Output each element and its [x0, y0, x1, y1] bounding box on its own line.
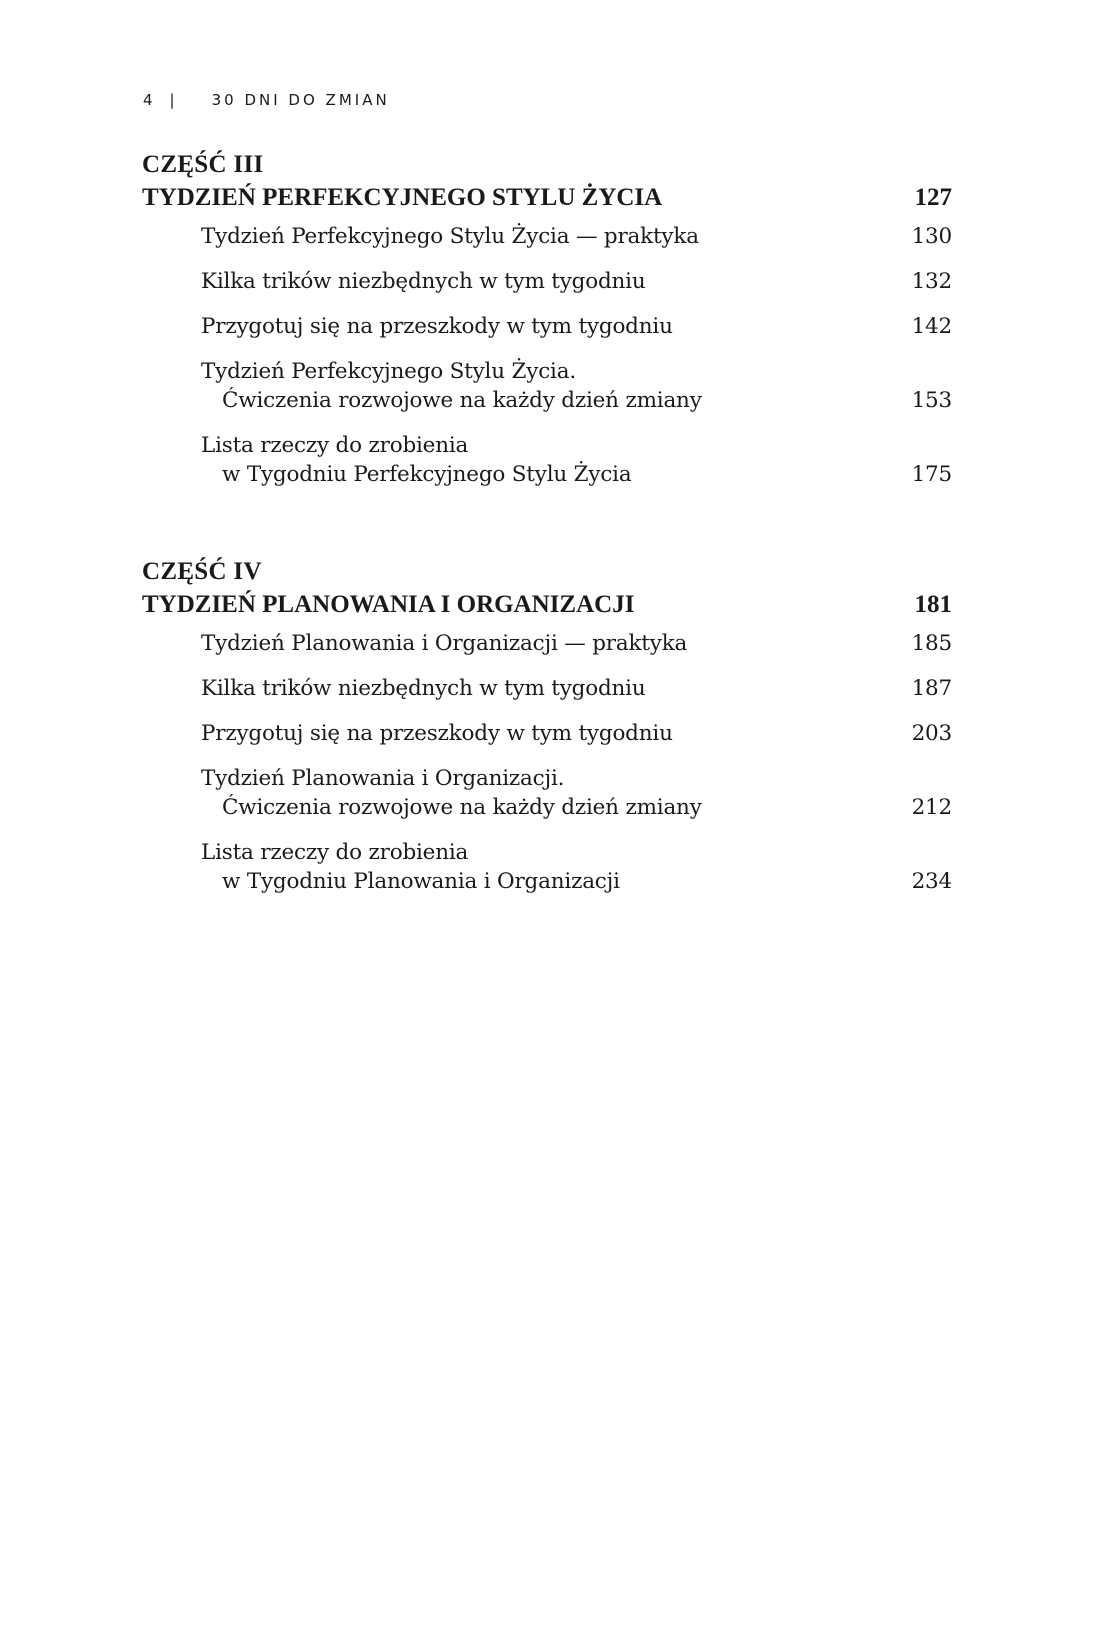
entry-title: Lista rzeczy do zrobienia — [201, 433, 469, 458]
toc-entry — [142, 719, 952, 748]
toc-part-4 — [142, 557, 952, 912]
entry-page-number: 132 — [911, 269, 952, 294]
running-head-separator: | — [169, 91, 178, 109]
part-title-row — [142, 180, 952, 218]
running-head — [143, 91, 390, 109]
toc-entry — [142, 312, 952, 341]
part-title: TYDZIEŃ PERFEKCYJNEGO STYLU ŻYCIA — [142, 184, 663, 211]
entry-title-continuation: w Tygodniu Planowania i Organizacji — [222, 869, 620, 894]
book-title: 30 DNI DO ZMIAN — [211, 91, 390, 109]
entry-title: Przygotuj się na przeszkody w tym tygodniu — [201, 721, 673, 746]
entry-title-continuation: Ćwiczenia rozwojowe na każdy dzień zmiany — [222, 388, 702, 413]
entry-page-number: 212 — [911, 795, 952, 820]
toc-entry — [142, 629, 952, 658]
entry-page-number: 185 — [911, 631, 952, 656]
entry-page-number: 187 — [911, 676, 952, 701]
toc-entry — [142, 431, 952, 489]
entry-title: Tydzień Perfekcyjnego Stylu Życia. — [201, 359, 576, 384]
toc-entry — [142, 674, 952, 703]
entry-title: Przygotuj się na przeszkody w tym tygodniu — [201, 314, 673, 339]
part-label: CZĘŚĆ III — [142, 151, 264, 178]
toc-entry — [142, 838, 952, 896]
toc-entries — [142, 222, 952, 489]
part-title-row — [142, 587, 952, 625]
part-label: CZĘŚĆ IV — [142, 558, 262, 585]
entry-page-number: 153 — [911, 388, 952, 413]
toc-part-3 — [142, 150, 952, 505]
entry-title-continuation: w Tygodniu Perfekcyjnego Stylu Życia — [222, 462, 632, 487]
entry-title: Lista rzeczy do zrobienia — [201, 840, 469, 865]
toc-entry — [142, 222, 952, 251]
entry-page-number: 234 — [911, 869, 952, 894]
toc-entries — [142, 629, 952, 896]
entry-page-number: 130 — [911, 224, 952, 249]
entry-page-number: 203 — [911, 721, 952, 746]
toc-entry — [142, 764, 952, 822]
entry-page-number: 175 — [911, 462, 952, 487]
part-page-number: 181 — [914, 591, 952, 618]
toc-entry — [142, 357, 952, 415]
entry-title: Tydzień Planowania i Organizacji. — [201, 766, 565, 791]
part-title: TYDZIEŃ PLANOWANIA I ORGANIZACJI — [142, 591, 635, 618]
entry-title-continuation: Ćwiczenia rozwojowe na każdy dzień zmiany — [222, 795, 702, 820]
entry-page-number: 142 — [911, 314, 952, 339]
entry-title: Kilka trików niezbędnych w tym tygodniu — [201, 676, 646, 701]
entry-title: Tydzień Perfekcyjnego Stylu Życia — praktyka — [201, 224, 699, 249]
page-number: 4 — [143, 91, 156, 109]
part-page-number: 127 — [914, 184, 952, 211]
entry-title: Kilka trików niezbędnych w tym tygodniu — [201, 269, 646, 294]
toc-entry — [142, 267, 952, 296]
entry-title: Tydzień Planowania i Organizacji — praktyka — [201, 631, 688, 656]
